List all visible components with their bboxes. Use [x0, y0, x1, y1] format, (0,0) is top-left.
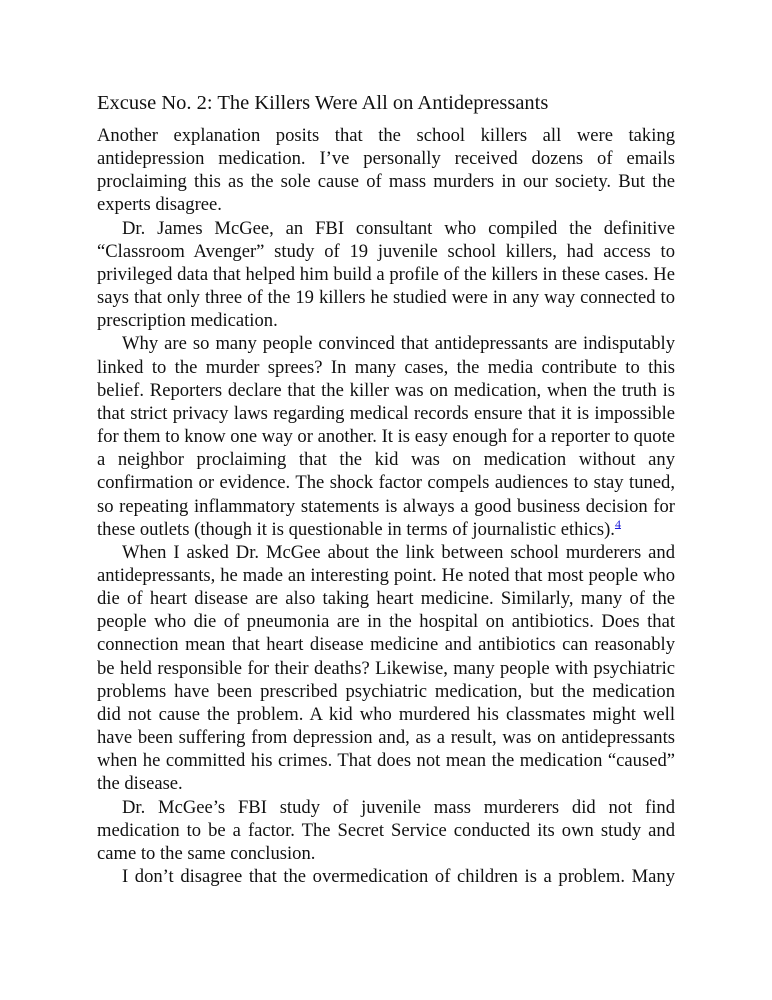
paragraph-3-text: Why are so many people convinced that antidepressants are indisputably linked to the murder sprees? In many cases, the media contribute to this belief. Reporters declare that the killer was on medication, when the truth is that strict privacy laws regarding medical records ensure that it is impossible for them to know one way or another. It is easy enough for a reporter to quote a neighbor proclaiming that the kid was on medication without any confirmation or evidence. The shock factor compels audiences to stay tuned, so repeating inflammatory statements is always a good business decision for these outlets (though it is questionable in terms of journalistic ethics).	[97, 333, 675, 540]
paragraph-4: When I asked Dr. McGee about the link between school murderers and antidepressants, he made an interesting point. He noted that most people who die of heart disease are also taking heart medicine. Similarly, many of the people who die of pneumonia are in the hospital on antibiotics. Does that connection mean that heart disease medicine and antibiotics can reasonably be held responsible for their deaths? Likewise, many people with psychiatric problems have been prescribed psychiatric medication, but the medication did not cause the problem. A kid who murdered his classmates might well have been suffering from depression and, as a result, was on antidepressants when he committed his crimes. That does not mean the medication “caused” the disease.	[97, 541, 675, 795]
paragraph-2: Dr. James McGee, an FBI consultant who compiled the definitive “Classroom Avenger” study of 19 juvenile school killers, had access to privileged data that helped him build a profile of the killers in these cases. He says that only three of the 19 killers he studied were in any way connected to prescription medication.	[97, 217, 675, 332]
paragraph-1: Another explanation posits that the school killers all were taking antidepression medication. I’ve personally received dozens of emails proclaiming this as the sole cause of mass murders in our society. But the experts disagree.	[97, 125, 675, 216]
section-heading: Excuse No. 2: The Killers Were All on Antidepressants	[97, 92, 549, 114]
paragraph-6: I don’t disagree that the overmedication of children is a problem. Many	[122, 866, 675, 887]
document-page	[97, 88, 675, 888]
paragraph-3	[97, 332, 675, 540]
footnote-link[interactable]: 4	[614, 516, 621, 531]
paragraph-5: Dr. McGee’s FBI study of juvenile mass murderers did not find medication to be a factor. The Secret Service conducted its own study and came to the same conclusion.	[97, 796, 675, 864]
